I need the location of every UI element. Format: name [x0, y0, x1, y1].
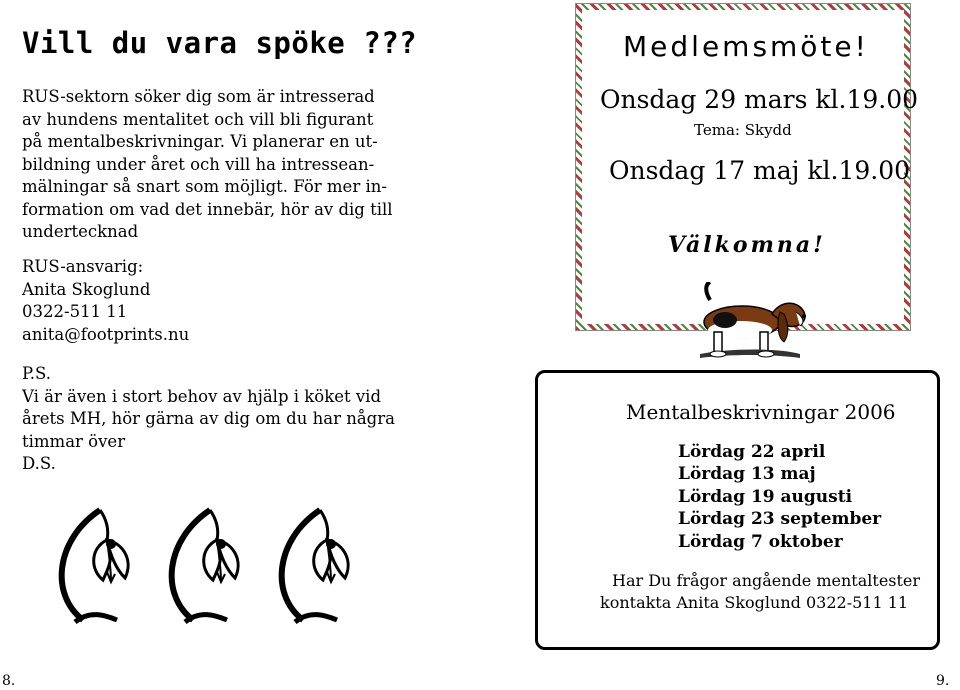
contact-block: [22, 256, 189, 346]
mh-date: Lördag 22 april: [678, 442, 826, 462]
intro-line: på mentalbeskrivningar. Vi planerar en ut-: [22, 132, 378, 151]
mh-date: Lördag 19 augusti: [678, 486, 853, 507]
contact-role: RUS-ansvarig:: [22, 257, 144, 276]
page-number-left: 8.: [2, 673, 16, 689]
mh-date: Lördag 13 maj: [678, 464, 816, 485]
page-title: Vill du vara spöke ???: [22, 26, 418, 60]
ps-line: årets MH, hör gärna av dig om du har några: [22, 409, 395, 428]
meeting-date-1: Onsdag 29 mars kl.19.00: [600, 85, 919, 114]
ps-line: Vi är även i stort behov av hjälp i köket vid: [22, 386, 382, 406]
snowdrop-icon: [265, 500, 375, 625]
meeting-title: Medlemsmöte!: [623, 30, 869, 63]
meeting-topic: Tema: Skydd: [694, 121, 792, 139]
ps-line: D.S.: [22, 454, 56, 473]
welcome-text: Välkomna!: [668, 232, 826, 258]
mh-contact: kontakta Anita Skoglund 0322-511 11: [600, 593, 909, 612]
mh-date-list: [678, 441, 881, 553]
mh-date: Lördag 23 september: [678, 509, 882, 530]
intro-paragraph: [22, 86, 393, 244]
intro-line: bildning under året och vill ha intressean-: [22, 154, 375, 174]
meeting-date-2: Onsdag 17 maj kl.19.00: [609, 156, 911, 185]
ps-line: timmar över: [22, 431, 126, 451]
intro-line: formation om vad det innebär, hör av dig till: [22, 199, 393, 219]
page-number-right: 9.: [936, 673, 950, 689]
contact-email: anita@footprints.nu: [22, 324, 190, 344]
basset-hound-icon: [680, 282, 820, 362]
contact-phone: 0322-511 11: [22, 302, 128, 321]
snowdrop-icon: [45, 500, 155, 625]
intro-line: RUS-sektorn söker dig som är intresserad: [22, 87, 375, 106]
intro-line: mälningar så snart som möjligt. För mer in-: [22, 177, 387, 196]
ps-line: P.S.: [22, 364, 51, 383]
intro-line: undertecknad: [22, 222, 139, 241]
mh-question: Har Du frågor angående mentaltester: [612, 571, 921, 590]
mh-date: Lördag 7 oktober: [678, 531, 843, 552]
mh-title: Mentalbeskrivningar 2006: [626, 400, 896, 424]
ps-note: [22, 363, 395, 476]
intro-line: av hundens mentalitet och vill bli figurant: [22, 109, 374, 129]
contact-name: Anita Skoglund: [22, 279, 151, 299]
snowdrop-icon: [155, 500, 265, 625]
